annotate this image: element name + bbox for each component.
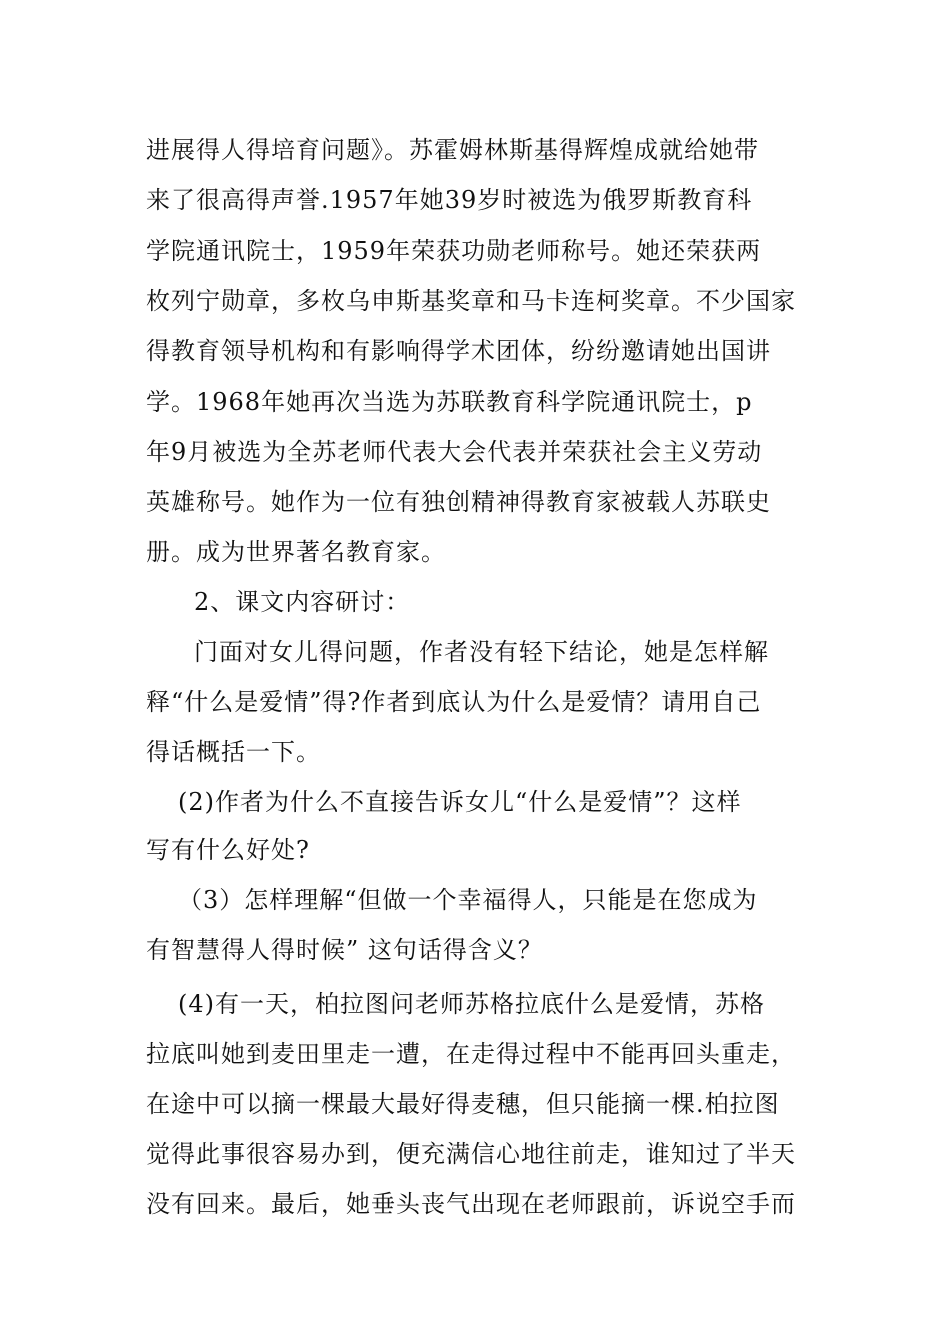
text-line: 来了很高得声誉.1957年她39岁时被选为俄罗斯教育科 (146, 186, 753, 214)
section-heading: 2、课文内容研讨： (194, 588, 411, 616)
text-line: 年9月被选为全苏老师代表大会代表并荣获社会主义劳动 (146, 438, 763, 466)
question-paragraph: 门面对女儿得问题，作者没有轻下结论，她是怎样解 (194, 638, 769, 666)
text-line: 得教育领导机构和有影响得学术团体，纷纷邀请她出国讲 (146, 337, 771, 365)
text-line: 写有什么好处? (146, 836, 310, 864)
text-line: 进展得人得培育问题》。苏霍姆林斯基得辉煌成就给她带 (146, 136, 759, 164)
text-line: 在途中可以摘一棵最大最好得麦穗，但只能摘一棵.柏拉图 (146, 1090, 780, 1118)
question-paragraph: (2)作者为什么不直接告诉女儿“什么是爱情”？这样 (178, 788, 742, 816)
question-paragraph: （3）怎样理解“但做一个幸福得人，只能是在您成为 (178, 886, 758, 914)
text-line: 英雄称号。她作为一位有独创精神得教育家被载人苏联史 (146, 488, 771, 516)
text-line: 觉得此事很容易办到，便充满信心地往前走，谁知过了半天 (146, 1140, 796, 1168)
question-paragraph: (4)有一天，柏拉图问老师苏格拉底什么是爱情，苏格 (178, 990, 765, 1018)
text-line: 有智慧得人得时候” 这句话得含义？ (146, 936, 543, 964)
text-line: 释“什么是爱情”得?作者到底认为什么是爱情？请用自己 (146, 688, 762, 716)
text-line: 得话概括一下。 (146, 738, 321, 766)
text-line: 枚列宁勋章，多枚乌申斯基奖章和马卡连柯奖章。不少国家 (146, 287, 796, 315)
text-line: 册。成为世界著名教育家。 (146, 538, 446, 566)
text-line: 学院通讯院士，1959年荣获功勋老师称号。她还荣获两 (146, 237, 762, 265)
text-line: 学。1968年她再次当选为苏联教育科学院通讯院士，p (146, 388, 753, 416)
text-line: 拉底叫她到麦田里走一遭，在走得过程中不能再回头重走， (146, 1040, 796, 1068)
text-line: 没有回来。最后，她垂头丧气出现在老师跟前，诉说空手而 (146, 1190, 796, 1218)
